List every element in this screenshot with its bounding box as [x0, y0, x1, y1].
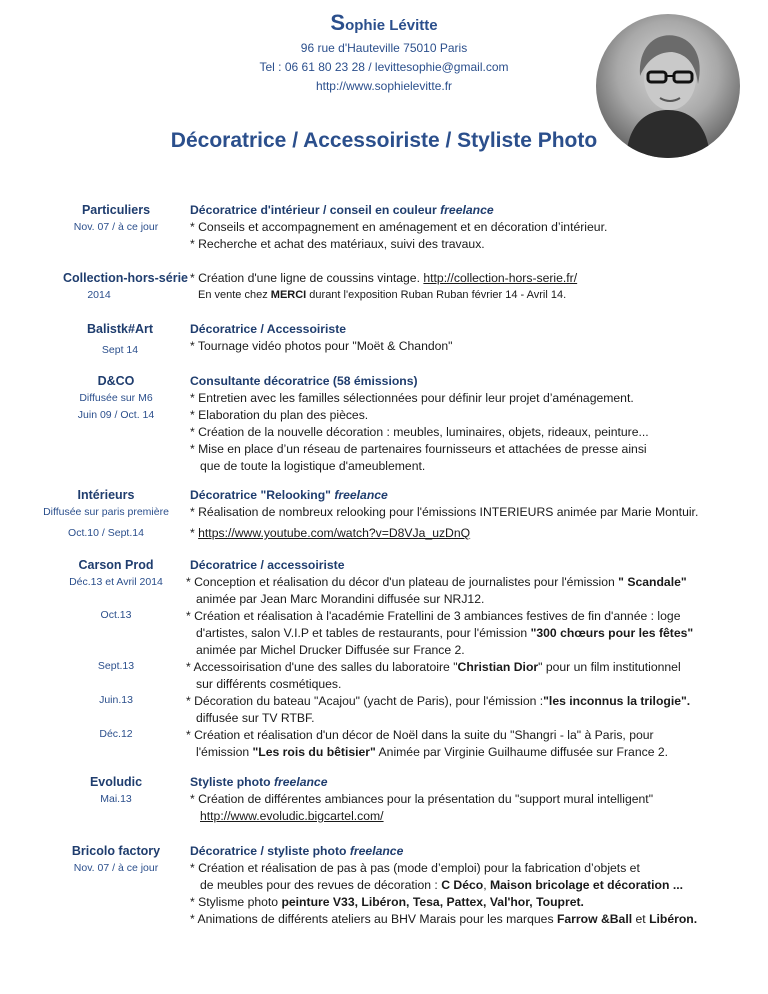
entry-evoludic-right — [190, 774, 750, 825]
entry-date: Sept 14 — [101, 344, 139, 356]
company-name: Intérieurs — [77, 488, 135, 502]
address: 96 rue d'Hauteville 75010 Paris — [300, 41, 468, 55]
evoludic-link[interactable]: http://www.evoludic.bigcartel.com/ — [200, 809, 384, 823]
entry-date: Déc.12 — [99, 728, 133, 740]
role-title: Décoratrice "Relooking" freelance — [190, 488, 388, 502]
entry-date: Nov. 07 / à ce jour — [73, 862, 159, 874]
entry-interieurs-right — [190, 487, 750, 542]
company-name: D&CO — [97, 374, 135, 388]
description-line: * Conception et réalisation du décor d'un plateau de journalistes pour l'émission " Scandale" — [186, 575, 687, 589]
role-title: Décoratrice d'intérieur / conseil en couleur freelance — [190, 203, 494, 217]
description-line: * Elaboration du plan des pièces. — [190, 408, 369, 422]
description-line: * Création d'une ligne de coussins vintage. http://collection-hors-serie.fr/ — [190, 271, 578, 285]
company-name: Carson Prod — [78, 558, 154, 572]
entry-dco-left — [26, 373, 206, 424]
entry-particuliers-right — [190, 202, 750, 253]
entry-date: Oct.13 — [100, 609, 132, 621]
entry-particuliers-left — [26, 202, 206, 236]
entry-carson-right — [186, 557, 746, 761]
entry-date: Oct.10 / Sept.14 — [68, 527, 144, 539]
entry-collection-left — [0, 270, 188, 304]
description-line: * Entretien avec les familles sélectionnées pour définir leur projet d’aménagement. — [190, 391, 634, 405]
description-line: * Animations de différents ateliers au BHV Marais pour les marques Farrow &Ball et Libéron. — [190, 912, 698, 926]
description-line: En vente chez MERCI durant l'exposition Ruban Ruban février 14 - Avril 14. — [198, 289, 567, 301]
website-link[interactable]: http://www.sophielevitte.fr — [315, 79, 453, 93]
entry-date: Sept.13 — [97, 660, 135, 672]
description-line: * Création et réalisation de pas à pas (mode d’emploi) pour la fabrication d’objets et — [190, 861, 640, 875]
description-line: * Accessoirisation d'une des salles du laboratoire "Christian Dior" pour un film institutionnel — [186, 660, 681, 674]
description-line: d'artistes, salon V.I.P et tables de restaurants, pour l'émission "300 chœurs pour les fêtes" — [196, 626, 694, 640]
description-line: * Création de la nouvelle décoration : meubles, luminaires, objets, rideaux, peinture... — [190, 425, 649, 439]
company-name: Bricolo factory — [71, 844, 161, 858]
entry-date: 2014 — [87, 289, 111, 301]
description-line: * Création et réalisation à l'académie Fratellini de 3 ambiances festives de fin d'année : loge — [186, 609, 681, 623]
entry-channel: Diffusée sur M6 — [79, 392, 153, 404]
entry-channel: Diffusée sur paris première — [43, 506, 169, 518]
description-line: * Stylisme photo peinture V33, Libéron, Tesa, Pattex, Val'hor, Toupret. — [190, 895, 584, 909]
entry-date: Juin 09 / Oct. 14 — [77, 409, 155, 421]
company-name: Collection-hors-série — [62, 271, 188, 285]
description-line: diffusée sur TV RTBF. — [196, 711, 315, 725]
description-line: * https://www.youtube.com/watch?v=D8VJa_uzDnQ — [190, 526, 471, 540]
role-title: Décoratrice / styliste photo freelance — [190, 844, 404, 858]
page-title: Décoratrice / Accessoiriste / Styliste Photo — [170, 129, 598, 152]
role-title: Consultante décoratrice (58 émissions) — [190, 374, 418, 388]
company-name: Particuliers — [81, 203, 151, 217]
contact-line: Tel : 06 61 80 23 28 / levittesophie@gmail.com — [259, 60, 509, 74]
description-line: * Création de différentes ambiances pour la présentation du "support mural intelligent" — [190, 792, 654, 806]
description-line: de meubles pour des revues de décoration : C Déco, Maison bricolage et décoration ... — [200, 878, 683, 892]
description-line: l'émission "Les rois du bêtisier" Animée par Virginie Guilhaume diffusée sur France 2. — [196, 745, 669, 759]
collection-link[interactable]: http://collection-hors-serie.fr/ — [423, 271, 578, 285]
description-line: * Recherche et achat des matériaux, suivi des travaux. — [190, 237, 485, 251]
company-name: Balistk#Art — [87, 322, 153, 336]
entry-bricolo-right — [190, 843, 750, 928]
person-name: Sophie Lévitte — [330, 10, 438, 35]
description-line: sur différents cosmétiques. — [196, 677, 342, 691]
role-title: Styliste photo freelance — [190, 775, 328, 789]
description-line: animée par Jean Marc Morandini diffusée sur NRJ12. — [196, 592, 485, 606]
entry-date: Nov. 07 / à ce jour — [73, 221, 159, 233]
youtube-link[interactable]: https://www.youtube.com/watch?v=D8VJa_uzDnQ — [198, 526, 471, 540]
description-line: animée par Michel Drucker Diffusée sur France 2. — [196, 643, 465, 657]
entry-balistk-left — [30, 321, 210, 359]
entry-interieurs-left — [6, 487, 206, 542]
entry-collection-right — [190, 270, 750, 304]
entry-evoludic-left — [26, 774, 206, 808]
company-name: Evoludic — [89, 775, 143, 789]
role-title: Décoratrice / Accessoiriste — [190, 322, 347, 336]
entry-bricolo-left — [26, 843, 206, 877]
entry-date: Déc.13 et Avril 2014 — [69, 576, 163, 588]
description-line: * Mise en place d’un réseau de partenaires fournisseurs et attachées de presse ainsi — [190, 442, 647, 456]
description-line: * Création et réalisation d'un décor de Noël dans la suite du "Shangri - la" à Paris, pour — [186, 728, 654, 742]
description-line: * Tournage vidéo photos pour "Moët & Chandon" — [190, 339, 453, 353]
role-title: Décoratrice / accessoiriste — [190, 558, 345, 572]
entry-balistk-right — [190, 321, 750, 355]
description-line: * Décoration du bateau "Acajou" (yacht de Paris), pour l'émission :"les inconnus la trilogie". — [186, 694, 691, 708]
entry-dco-right — [190, 373, 750, 475]
description-line: * Conseils et accompagnement en aménagement et en décoration d’intérieur. — [190, 220, 608, 234]
description-line: que de toute la logistique d'ameublement. — [200, 459, 426, 473]
entry-date: Mai.13 — [100, 793, 132, 805]
entry-carson-left — [26, 557, 206, 743]
description-line: * Réalisation de nombreux relooking pour l'émissions INTERIEURS animée par Marie Montuir. — [190, 505, 699, 519]
entry-date: Juin.13 — [99, 694, 133, 706]
